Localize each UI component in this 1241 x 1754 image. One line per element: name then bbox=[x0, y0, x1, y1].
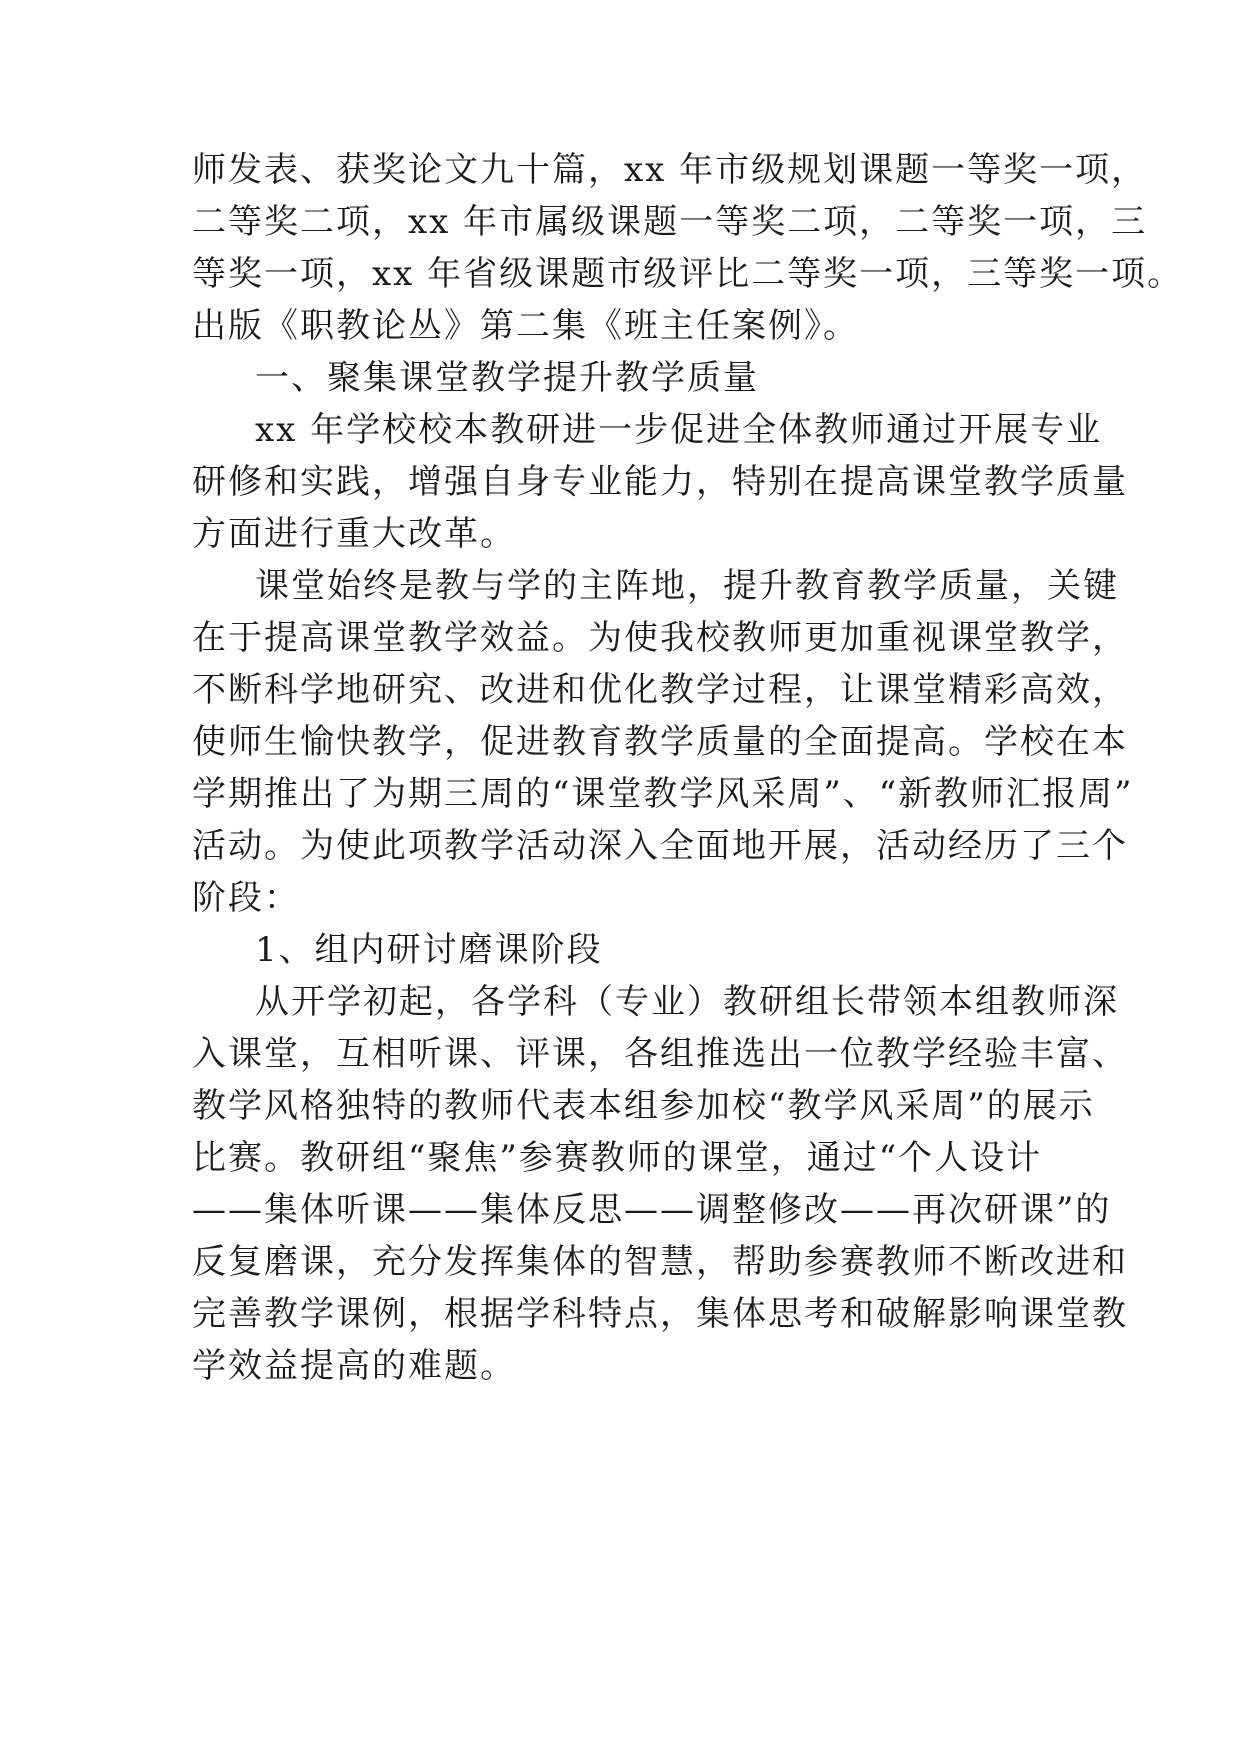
section-heading: 一、聚集课堂教学提升教学质量 bbox=[255, 358, 759, 398]
text-line: 出版《职教论丛》第二集《班主任案例》。 bbox=[192, 306, 859, 346]
text-line: 阶段： bbox=[192, 878, 300, 918]
text-line: 方面进行重大改革。 bbox=[192, 514, 516, 554]
text-line: 比赛。教研组“聚焦”参赛教师的课堂，通过“个人设计 bbox=[192, 1138, 1043, 1178]
text-line: 课堂始终是教与学的主阵地，提升教育教学质量，关键 bbox=[255, 566, 1119, 606]
text-line: 完善教学课例，根据学科特点，集体思考和破解影响课堂教 bbox=[192, 1294, 1128, 1334]
text-line: 教学风格独特的教师代表本组参加校“教学风采周”的展示 bbox=[192, 1086, 1095, 1126]
text-line: 活动。为使此项教学活动深入全面地开展，活动经历了三个 bbox=[192, 826, 1128, 866]
text-line: 反复磨课，充分发挥集体的智慧，帮助参赛教师不断改进和 bbox=[192, 1242, 1128, 1282]
text-line: xx 年学校校本教研进一步促进全体教师通过开展专业 bbox=[255, 410, 1103, 450]
text-line: 研修和实践，增强自身专业能力，特别在提高课堂教学质量 bbox=[192, 462, 1128, 502]
text-line: 从开学初起，各学科（专业）教研组长带领本组教师深 bbox=[255, 982, 1119, 1022]
text-line: 使师生愉快教学，促进教育教学质量的全面提高。学校在本 bbox=[192, 722, 1128, 762]
text-line: 不断科学地研究、改进和优化教学过程，让课堂精彩高效， bbox=[192, 670, 1128, 710]
text-line: 等奖一项，xx 年省级课题市级评比二等奖一项，三等奖一项。 bbox=[192, 254, 1184, 294]
text-line: 师发表、获奖论文九十篇，xx 年市级规划课题一等奖一项， bbox=[192, 150, 1148, 190]
text-line: 二等奖二项，xx 年市属级课题一等奖二项，二等奖一项，三 bbox=[192, 202, 1148, 242]
text-line: 入课堂，互相听课、评课，各组推选出一位教学经验丰富、 bbox=[192, 1034, 1128, 1074]
text-line: ——集体听课——集体反思——调整修改——再次研课”的 bbox=[192, 1190, 1112, 1230]
text-line: 学效益提高的难题。 bbox=[192, 1346, 516, 1386]
text-line: 在于提高课堂教学效益。为使我校教师更加重视课堂教学， bbox=[192, 618, 1128, 658]
subsection-heading: 1、组内研讨磨课阶段 bbox=[255, 930, 603, 970]
text-line: 学期推出了为期三周的“课堂教学风采周”、“新教师汇报周” bbox=[192, 774, 1134, 814]
